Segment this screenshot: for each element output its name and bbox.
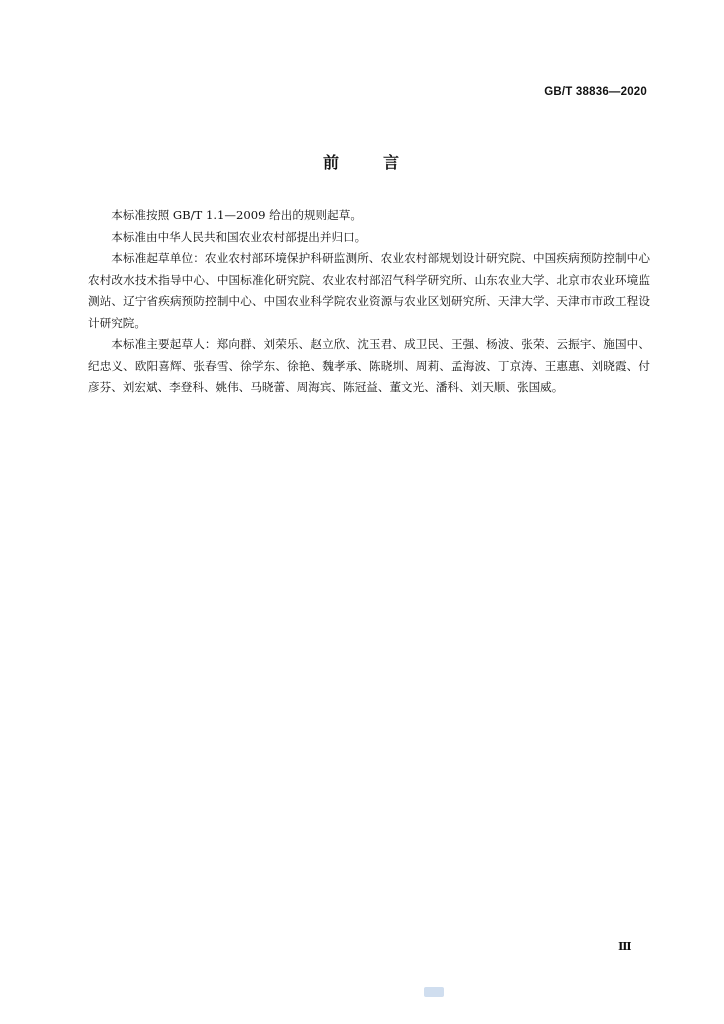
heading-char-2: 言: [383, 153, 402, 172]
paragraph-drafting-rules: 本标准按照 GB/T 1.1—2009 给出的规则起草。: [111, 208, 362, 222]
paragraph-drafting-units: 本标准起草单位：农业农村部环境保护科研监测所、农业农村部规划设计研究院、中国疾病预防控制中心农村改水技术指导中心、中国标准化研究院、农业农村部沼气科学研究所、山东农业大学、北京市农业环境监测站、辽宁省疾病预防控制中心、中国农业科学院农业资源与农业区划研究所、天津大学、天津市市政工程设计研究院。: [88, 251, 650, 330]
page-number: Ⅲ: [618, 941, 632, 953]
standard-code: GB/T 38836—2020: [544, 86, 647, 98]
heading-char-1: 前: [322, 153, 341, 172]
watermark-logo-icon: [424, 987, 444, 997]
foreword-heading: [0, 150, 724, 173]
paragraph-proposer: 本标准由中华人民共和国农业农村部提出并归口。: [111, 229, 367, 244]
paragraph-main-drafters: 本标准主要起草人：郑向群、刘荣乐、赵立欣、沈玉君、成卫民、王强、杨波、张荣、云振宇、施国中、纪忠义、欧阳喜辉、张春雪、徐学东、徐艳、魏孝承、陈晓圳、周莉、孟海波、丁京涛、王惠惠、刘晓霞、付彦芬、刘宏斌、李登科、姚伟、马晓蕾、周海宾、陈冠益、董文光、潘科、刘天顺、张国威。: [88, 337, 650, 394]
foreword-body: [88, 205, 650, 399]
